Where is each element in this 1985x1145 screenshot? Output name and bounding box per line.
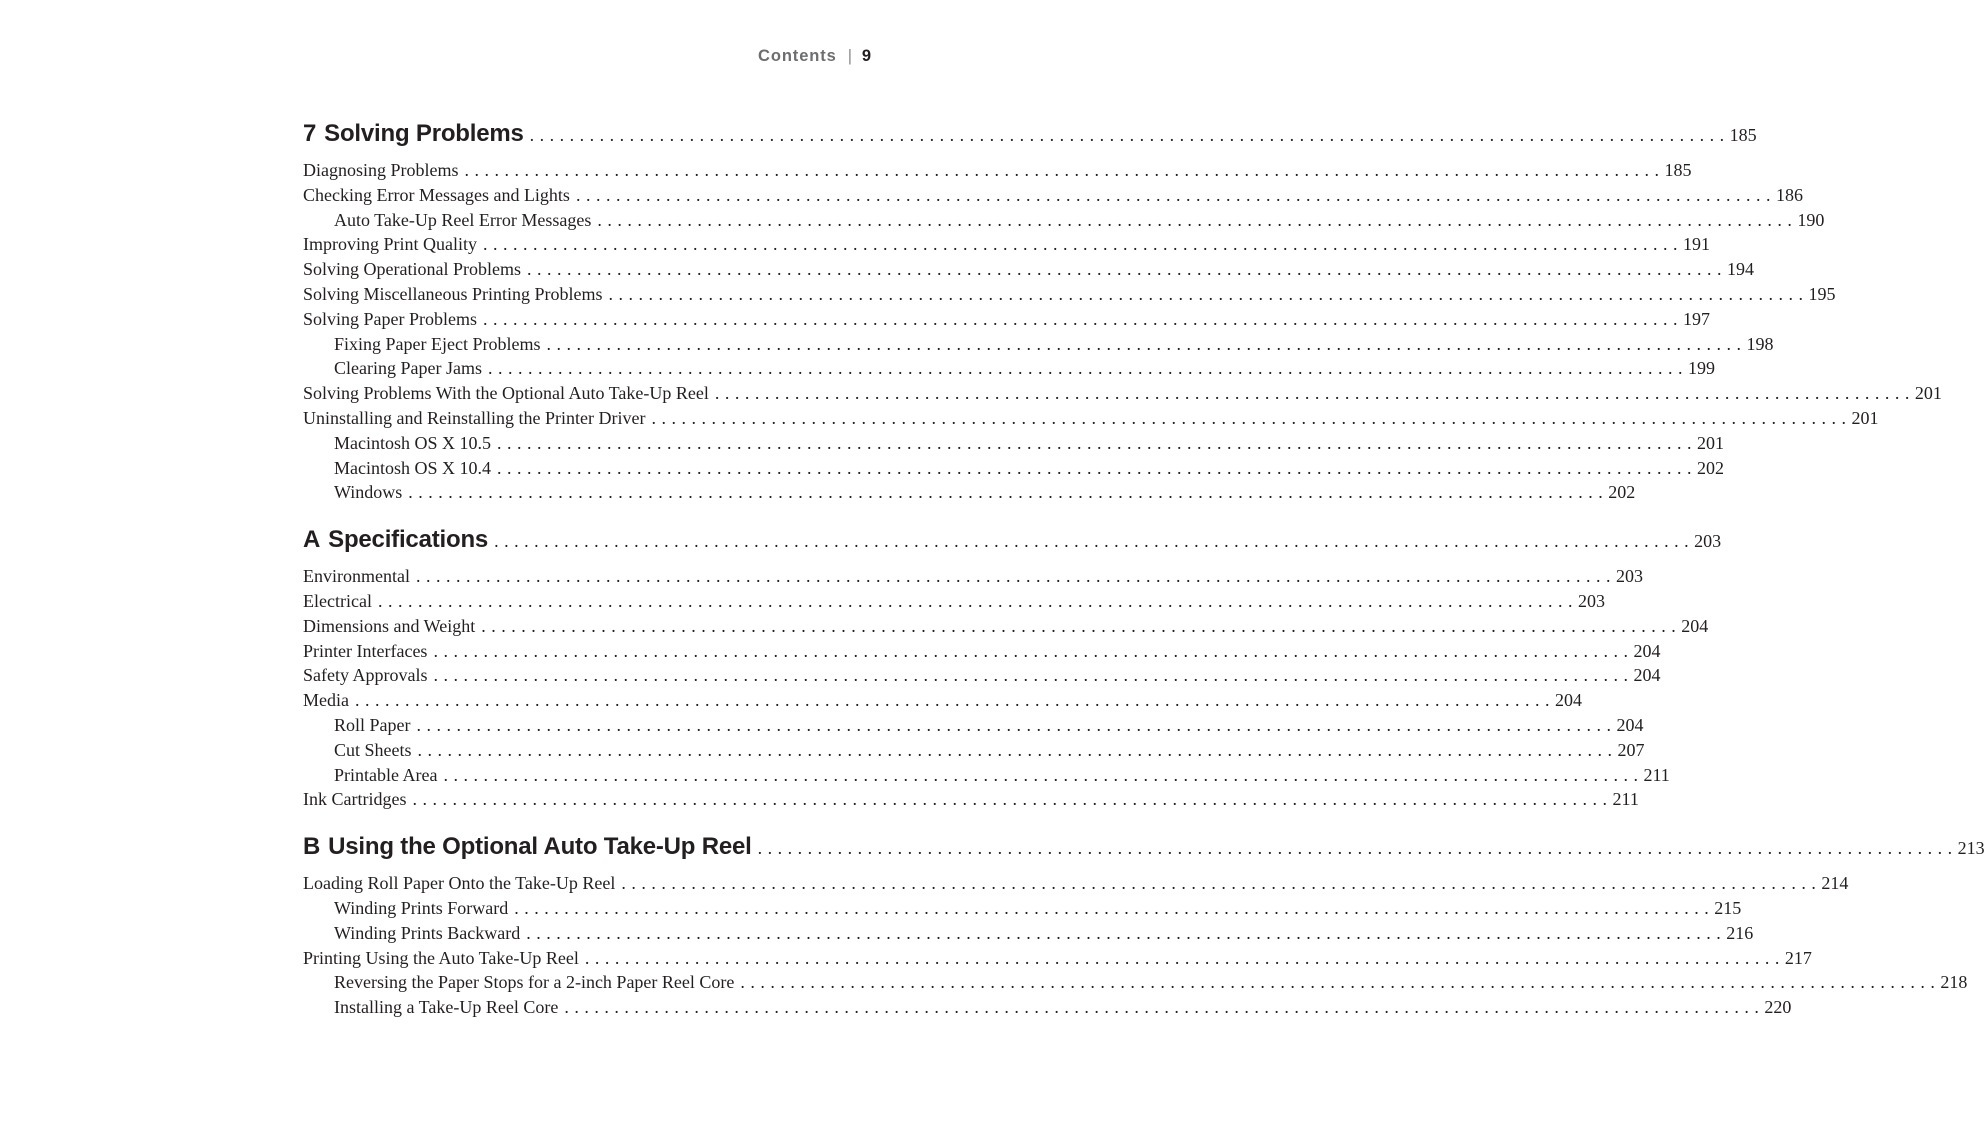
toc-entry-title: Windows [334,482,403,503]
dot-leader: . . . . . . . . . . . . . . . . . . . . . . . . . . . . . . . . . . . . . . . . . . . . . . . . . . . . . . . . . . . . . . . . . . . . . . . . . . . . . . . . . . . . . . . . . . . . . . . . . . . . . . . . . . . . . . . . . . . . . . . . [433,640,1629,661]
dot-leader: . . . . . . . . . . . . . . . . . . . . . . . . . . . . . . . . . . . . . . . . . . . . . . . . . . . . . . . . . . . . . . . . . . . . . . . . . . . . . . . . . . . . . . . . . . . . . . . . . . . . . . . . . . . . . . . . . . . . . . . . [564,997,1760,1018]
toc-entry[interactable] [303,482,1636,507]
chapter-title [303,526,488,554]
dot-leader: . . . . . . . . . . . . . . . . . . . . . . . . . . . . . . . . . . . . . . . . . . . . . . . . . . . . . . . . . . . . . . . . . . . . . . . . . . . . . . . . . . . . . . . . . . . . . . . . . . . . . . . . . . . . . . . . . . . . . . . . [416,714,1612,735]
toc-entry-title: Safety Approvals [303,665,428,686]
toc-entry[interactable] [303,259,1754,284]
toc-entry-title: Electrical [303,590,372,611]
toc-entry-title: Installing a Take-Up Reel Core [334,997,559,1018]
toc-entry-page: 185 [1664,160,1692,180]
toc-entry[interactable] [303,308,1710,334]
dot-leader: . . . . . . . . . . . . . . . . . . . . . . . . . . . . . . . . . . . . . . . . . . . . . . . . . . . . . . . . . . . . . . . . . . . . . . . . . . . . . . . . . . . . . . . . . . . . . . . . . . . . . . . . . . . . . . . . . . . . . . . . [494,531,1690,552]
dot-leader: . . . . . . . . . . . . . . . . . . . . . . . . . . . . . . . . . . . . . . . . . . . . . . . . . . . . . . . . . . . . . . . . . . . . . . . . . . . . . . . . . . . . . . . . . . . . . . . . . . . . . . . . . . . . . . . . . . . . . . . . [546,333,1742,354]
chapter-page-number: 213 [1957,838,1985,859]
toc-entry[interactable] [303,690,1582,715]
toc-entry-page: 191 [1683,234,1710,255]
chapter-title [303,120,524,148]
toc-entry-page: 201 [1914,383,1942,404]
toc-entry-title: Auto Take-Up Reel Error Messages [334,209,592,230]
toc-entry-page: 204 [1633,665,1661,686]
toc-entry-page: 217 [1784,947,1812,968]
chapter-title-text: Specifications [328,526,489,554]
toc-chapter [303,833,1985,1022]
toc-entry-title: Ink Cartridges [303,789,407,810]
dot-leader: . . . . . . . . . . . . . . . . . . . . . . . . . . . . . . . . . . . . . . . . . . . . . . . . . . . . . . . . . . . . . . . . . . . . . . . . . . . . . . . . . . . . . . . . . . . . . . . . . . . . . . . . . . . . . . . . . . . . . . . . [497,432,1692,453]
dot-leader: . . . . . . . . . . . . . . . . . . . . . . . . . . . . . . . . . . . . . . . . . . . . . . . . . . . . . . . . . . . . . . . . . . . . . . . . . . . . . . . . . . . . . . . . . . . . . . . . . . . . . . . . . . . . . . . . . . . . . . . . [481,615,1677,636]
dot-leader: . . . . . . . . . . . . . . . . . . . . . . . . . . . . . . . . . . . . . . . . . . . . . . . . . . . . . . . . . . . . . . . . . . . . . . . . . . . . . . . . . . . . . . . . . . . . . . . . . . . . . . . . . . . . . . . . . . . . . . . . [526,922,1722,943]
running-header [758,47,872,66]
toc-entry[interactable] [303,283,1836,309]
chapter-title-text: Using the Optional Auto Take-Up Reel [328,833,752,861]
chapter-title [303,833,752,861]
dot-leader: . . . . . . . . . . . . . . . . . . . . . . . . . . . . . . . . . . . . . . . . . . . . . . . . . . . . . . . . . . . . . . . . . . . . . . . . . . . . . . . . . . . . . . . . . . . . . . . . . . . . . . . . . . . . . . . . . . . . . . . . [608,283,1804,304]
toc-entry-title: Loading Roll Paper Onto the Take-Up Reel [303,873,616,894]
toc-entry-page: 201 [1697,432,1724,453]
toc-entry-page: 204 [1554,690,1582,711]
dot-leader: . . . . . . . . . . . . . . . . . . . . . . . . . . . . . . . . . . . . . . . . . . . . . . . . . . . . . . . . . . . . . . . . . . . . . . . . . . . . . . . . . . . . . . . . . . . . . . . . . . . . . . . . . . . . . . . . . . . . . . . . [575,184,1771,205]
toc-entry-page: 204 [1633,640,1661,661]
dot-leader: . . . . . . . . . . . . . . . . . . . . . . . . . . . . . . . . . . . . . . . . . . . . . . . . . . . . . . . . . . . . . . . . . . . . . . . . . . . . . . . . . . . . . . . . . . . . . . . . . . . . . . . . . . . . . . . . . . . . . . . . [584,947,1780,968]
toc-entry-title: Solving Paper Problems [303,308,477,329]
toc-entry[interactable] [303,764,1670,790]
toc-entry-title: Winding Prints Forward [334,897,509,918]
toc-entry-title: Macintosh OS X 10.5 [334,432,491,453]
toc-entry-page: 201 [1851,407,1879,428]
toc-entry[interactable] [303,615,1709,641]
toc-entry-title: Dimensions and Weight [303,615,476,636]
dot-leader: . . . . . . . . . . . . . . . . . . . . . . . . . . . . . . . . . . . . . . . . . . . . . . . . . . . . . . . . . . . . . . . . . . . . . . . . . . . . . . . . . . . . . . . . . . . . . . . . . . . . . . . . . . . . . . . . . . . . . . . . [483,308,1678,329]
toc-entry[interactable] [303,358,1715,383]
table-of-contents [303,120,1985,1041]
toc-entry-title: Improving Print Quality [303,234,477,255]
toc-entry-page: 186 [1775,184,1803,205]
toc-entry[interactable] [303,972,1968,997]
chapter-heading[interactable] [303,833,1985,869]
dot-leader: . . . . . . . . . . . . . . . . . . . . . . . . . . . . . . . . . . . . . . . . . . . . . . . . . . . . . . . . . . . . . . . . . . . . . . . . . . . . . . . . . . . . . . . . . . . . . . . . . . . . . . . . . . . . . . . . . . . . . . . . [408,482,1604,503]
toc-entry-page: 203 [1577,590,1605,611]
toc-entry-title: Environmental [303,566,410,587]
toc-entry[interactable] [303,209,1825,235]
toc-entry[interactable] [303,407,1879,433]
chapter-page-number: 185 [1729,125,1757,145]
dot-leader: . . . . . . . . . . . . . . . . . . . . . . . . . . . . . . . . . . . . . . . . . . . . . . . . . . . . . . . . . . . . . . . . . . . . . . . . . . . . . . . . . . . . . . . . . . . . . . . . . . . . . . . . . . . . . . . . . . . . . . . . [377,590,1573,611]
toc-entry-page: 207 [1617,739,1645,760]
toc-entry-page: 220 [1764,997,1792,1018]
dot-leader: . . . . . . . . . . . . . . . . . . . . . . . . . . . . . . . . . . . . . . . . . . . . . . . . . . . . . . . . . . . . . . . . . . . . . . . . . . . . . . . . . . . . . . . . . . . . . . . . . . . . . . . . . . . . . . . . . . . . . . . . [487,358,1683,379]
toc-entry-title: Checking Error Messages and Lights [303,184,570,205]
chapter-page-number: 203 [1694,531,1722,552]
toc-entry-page: 215 [1714,897,1742,918]
toc-entry-page: 211 [1612,789,1639,810]
dot-leader: . . . . . . . . . . . . . . . . . . . . . . . . . . . . . . . . . . . . . . . . . . . . . . . . . . . . . . . . . . . . . . . . . . . . . . . . . . . . . . . . . . . . . . . . . . . . . . . . . . . . . . . . . . . . . . . . . . . . . . . . [483,234,1678,255]
toc-entry-title: Winding Prints Backward [334,922,521,943]
toc-entry-title: Macintosh OS X 10.4 [334,457,491,478]
dot-leader: . . . . . . . . . . . . . . . . . . . . . . . . . . . . . . . . . . . . . . . . . . . . . . . . . . . . . . . . . . . . . . . . . . . . . . . . . . . . . . . . . . . . . . . . . . . . . . . . . . . . . . . . . . . . . . . . . . . . . . . . [464,160,1660,180]
toc-entry[interactable] [303,897,1742,923]
dot-leader: . . . . . . . . . . . . . . . . . . . . . . . . . . . . . . . . . . . . . . . . . . . . . . . . . . . . . . . . . . . . . . . . . . . . . . . . . . . . . . . . . . . . . . . . . . . . . . . . . . . . . . . . . . . . . . . . . . . . . . . . [757,838,1953,859]
toc-entry-page: 204 [1616,714,1644,735]
toc-entry-page: 198 [1746,333,1774,354]
toc-entry[interactable] [303,739,1645,765]
toc-entry[interactable] [303,383,1942,408]
dot-leader: . . . . . . . . . . . . . . . . . . . . . . . . . . . . . . . . . . . . . . . . . . . . . . . . . . . . . . . . . . . . . . . . . . . . . . . . . . . . . . . . . . . . . . . . . . . . . . . . . . . . . . . . . . . . . . . . . . . . . . . . [433,665,1629,686]
dot-leader: . . . . . . . . . . . . . . . . . . . . . . . . . . . . . . . . . . . . . . . . . . . . . . . . . . . . . . . . . . . . . . . . . . . . . . . . . . . . . . . . . . . . . . . . . . . . . . . . . . . . . . . . . . . . . . . . . . . . . . . . [497,457,1692,478]
chapter-number: 7 [303,120,317,147]
toc-entry[interactable] [303,922,1754,948]
toc-entry[interactable] [303,789,1639,814]
toc-entry-page: 199 [1687,358,1715,379]
toc-entry[interactable] [303,714,1644,740]
toc-entry[interactable] [303,333,1774,359]
page-number: 9 [861,47,872,65]
toc-entry-page: 214 [1821,873,1849,894]
toc-entry[interactable] [303,640,1661,666]
toc-entry-page: 195 [1808,283,1836,304]
toc-entry-page: 194 [1726,259,1754,280]
dot-leader: . . . . . . . . . . . . . . . . . . . . . . . . . . . . . . . . . . . . . . . . . . . . . . . . . . . . . . . . . . . . . . . . . . . . . . . . . . . . . . . . . . . . . . . . . . . . . . . . . . . . . . . . . . . . . . . . . . . . . . . . [621,873,1817,894]
toc-entry-title: Printable Area [334,764,438,785]
toc-entry-page: 203 [1615,566,1643,587]
toc-entry-title: Uninstalling and Reinstalling the Printer Driver [303,407,646,428]
chapter-title-text: Solving Problems [324,120,524,147]
toc-entry[interactable] [303,997,1792,1022]
toc-entry-page: 211 [1643,764,1670,785]
dot-leader: . . . . . . . . . . . . . . . . . . . . . . . . . . . . . . . . . . . . . . . . . . . . . . . . . . . . . . . . . . . . . . . . . . . . . . . . . . . . . . . . . . . . . . . . . . . . . . . . . . . . . . . . . . . . . . . . . . . . . . . . [354,690,1550,711]
dot-leader: . . . . . . . . . . . . . . . . . . . . . . . . . . . . . . . . . . . . . . . . . . . . . . . . . . . . . . . . . . . . . . . . . . . . . . . . . . . . . . . . . . . . . . . . . . . . . . . . . . . . . . . . . . . . . . . . . . . . . . . . [597,209,1793,230]
toc-entry-page: 204 [1681,615,1709,636]
dot-leader: . . . . . . . . . . . . . . . . . . . . . . . . . . . . . . . . . . . . . . . . . . . . . . . . . . . . . . . . . . . . . . . . . . . . . . . . . . . . . . . . . . . . . . . . . . . . . . . . . . . . . . . . . . . . . . . . . . . . . . . . [412,789,1608,810]
chapter-heading[interactable] [303,120,1757,156]
toc-entry[interactable] [303,665,1661,690]
dot-leader: . . . . . . . . . . . . . . . . . . . . . . . . . . . . . . . . . . . . . . . . . . . . . . . . . . . . . . . . . . . . . . . . . . . . . . . . . . . . . . . . . . . . . . . . . . . . . . . . . . . . . . . . . . . . . . . . . . . . . . . . [529,125,1725,145]
toc-entry[interactable] [303,432,1724,458]
dot-leader: . . . . . . . . . . . . . . . . . . . . . . . . . . . . . . . . . . . . . . . . . . . . . . . . . . . . . . . . . . . . . . . . . . . . . . . . . . . . . . . . . . . . . . . . . . . . . . . . . . . . . . . . . . . . . . . . . . . . . . . . [415,566,1611,587]
toc-entry-title: Solving Problems With the Optional Auto Take-Up Reel [303,383,709,404]
toc-entry-page: 202 [1608,482,1636,503]
dot-leader: . . . . . . . . . . . . . . . . . . . . . . . . . . . . . . . . . . . . . . . . . . . . . . . . . . . . . . . . . . . . . . . . . . . . . . . . . . . . . . . . . . . . . . . . . . . . . . . . . . . . . . . . . . . . . . . . . . . . . . . . [417,739,1613,760]
toc-entry-page: 202 [1697,457,1724,478]
toc-entry-title: Solving Miscellaneous Printing Problems [303,283,603,304]
chapter-heading[interactable] [303,526,1722,562]
dot-leader: . . . . . . . . . . . . . . . . . . . . . . . . . . . . . . . . . . . . . . . . . . . . . . . . . . . . . . . . . . . . . . . . . . . . . . . . . . . . . . . . . . . . . . . . . . . . . . . . . . . . . . . . . . . . . . . . . . . . . . . . [714,383,1910,404]
dot-leader: . . . . . . . . . . . . . . . . . . . . . . . . . . . . . . . . . . . . . . . . . . . . . . . . . . . . . . . . . . . . . . . . . . . . . . . . . . . . . . . . . . . . . . . . . . . . . . . . . . . . . . . . . . . . . . . . . . . . . . . . [443,764,1639,785]
toc-entry-page: 190 [1797,209,1825,230]
toc-entry-page: 197 [1683,308,1710,329]
toc-entry-title: Fixing Paper Eject Problems [334,333,541,354]
dot-leader: . . . . . . . . . . . . . . . . . . . . . . . . . . . . . . . . . . . . . . . . . . . . . . . . . . . . . . . . . . . . . . . . . . . . . . . . . . . . . . . . . . . . . . . . . . . . . . . . . . . . . . . . . . . . . . . . . . . . . . . . [514,897,1710,918]
toc-entry-page: 216 [1726,922,1754,943]
toc-entry[interactable] [303,947,1812,973]
dot-leader: . . . . . . . . . . . . . . . . . . . . . . . . . . . . . . . . . . . . . . . . . . . . . . . . . . . . . . . . . . . . . . . . . . . . . . . . . . . . . . . . . . . . . . . . . . . . . . . . . . . . . . . . . . . . . . . . . . . . . . . . [651,407,1847,428]
chapter-number: B [303,833,321,861]
toc-entry-page: 218 [1940,972,1968,993]
toc-entry-title: Printing Using the Auto Take-Up Reel [303,947,579,968]
header-separator: | [847,47,853,65]
toc-entry[interactable] [303,566,1643,591]
toc-entry-title: Diagnosing Problems [303,160,459,180]
toc-entry[interactable] [303,234,1710,259]
toc-entry-title: Reversing the Paper Stops for a 2-inch Paper Reel Core [334,972,735,993]
section-name: Contents [758,47,837,65]
toc-chapter [303,120,1942,507]
toc-entry-title: Roll Paper [334,714,411,735]
toc-entry[interactable] [303,457,1724,483]
toc-entry[interactable] [303,873,1849,898]
toc-entry-title: Clearing Paper Jams [334,358,482,379]
toc-chapter [303,526,1722,814]
dot-leader: . . . . . . . . . . . . . . . . . . . . . . . . . . . . . . . . . . . . . . . . . . . . . . . . . . . . . . . . . . . . . . . . . . . . . . . . . . . . . . . . . . . . . . . . . . . . . . . . . . . . . . . . . . . . . . . . . . . . . . . . [740,972,1936,993]
chapter-number: A [303,526,321,554]
toc-entry-title: Printer Interfaces [303,640,428,661]
toc-entry-title: Media [303,690,349,711]
toc-entry-title: Solving Operational Problems [303,259,521,280]
toc-entry[interactable] [303,160,1692,185]
toc-entry[interactable] [303,184,1803,210]
dot-leader: . . . . . . . . . . . . . . . . . . . . . . . . . . . . . . . . . . . . . . . . . . . . . . . . . . . . . . . . . . . . . . . . . . . . . . . . . . . . . . . . . . . . . . . . . . . . . . . . . . . . . . . . . . . . . . . . . . . . . . . . [526,259,1722,280]
toc-entry-title: Cut Sheets [334,739,412,760]
toc-entry[interactable] [303,590,1605,616]
